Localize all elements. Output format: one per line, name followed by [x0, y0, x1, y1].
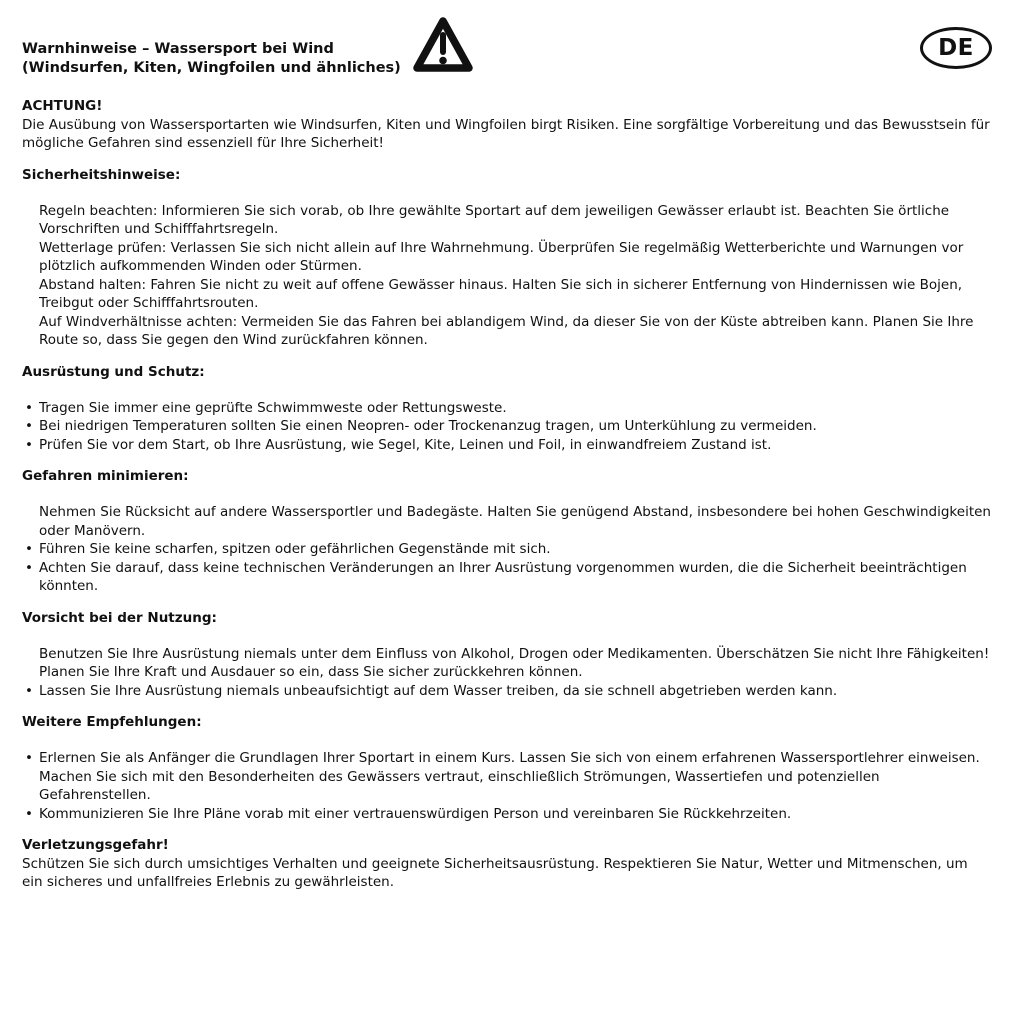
vorsicht-list: [22, 645, 992, 701]
section-sicherheitshinweise: [22, 166, 992, 350]
section-weitere-empfehlungen: [22, 713, 992, 823]
list-item: • Bei niedrigen Temperaturen sollten Sie einen Neopren- oder Trockenanzug tragen, um Unterkühlung zu vermeiden.: [22, 417, 992, 436]
section-heading-vorsicht: Vorsicht bei der Nutzung:: [22, 609, 217, 626]
title-line-1: Warnhinweise – Wassersport bei Wind: [22, 41, 334, 57]
list-item: • Prüfen Sie vor dem Start, ob Ihre Ausrüstung, wie Segel, Kite, Leinen und Foil, in einwandfreiem Zustand ist.: [22, 436, 992, 455]
list-item: Abstand halten: Fahren Sie nicht zu weit auf offene Gewässer hinaus. Halten Sie sich in sicherer Entfernung von Hindernissen wie Bojen, Treibgut oder Schifffahrtsrouten.: [39, 276, 963, 311]
section-vorsicht: [22, 609, 992, 701]
language-badge-label: DE: [938, 34, 974, 61]
title-line-2: (Windsurfen, Kiten, Wingfoilen und ähnliches): [22, 60, 401, 76]
section-gefahren: [22, 467, 992, 596]
list-item: • Kommunizieren Sie Ihre Pläne vorab mit einer vertrauenswürdigen Person und vereinbaren Sie Rückkehrzeiten.: [22, 805, 992, 824]
section-heading-ausruestung: Ausrüstung und Schutz:: [22, 363, 205, 380]
section-achtung: [22, 97, 992, 153]
section-heading-gefahren: Gefahren minimieren:: [22, 468, 189, 484]
section-heading-verletzungsgefahr: Verletzungsgefahr!: [22, 837, 169, 853]
list-item: Benutzen Sie Ihre Ausrüstung niemals unter dem Einfluss von Alkohol, Drogen oder Medikamenten. Überschätzen Sie nicht Ihre Fähigkeiten! Planen Sie Ihre Kraft und Ausdauer so ein, dass Sie sicher zurückkehren können.: [39, 645, 990, 680]
list-item: Auf Windverhältnisse achten: Vermeiden Sie das Fahren bei ablandigem Wind, da dieser Sie von der Küste abtreiben kann. Planen Sie Ihre Route so, dass Sie gegen den Wind zurückfahren können.: [39, 313, 974, 348]
section-heading-achtung: ACHTUNG!: [22, 98, 103, 114]
list-item: • Führen Sie keine scharfen, spitzen oder gefährlichen Gegenstände mit sich.: [22, 540, 992, 559]
section-heading-sicherheitshinweise: Sicherheitshinweise:: [22, 166, 181, 183]
document-header: [22, 12, 992, 78]
page-title: [22, 40, 401, 78]
language-badge: [920, 27, 992, 69]
section-body-achtung: Die Ausübung von Wassersportarten wie Windsurfen, Kiten und Wingfoilen birgt Risiken. Eine sorgfältige Vorbereitung und das Bewusstsein für mögliche Gefahren sind essenziell für Ihre Sicherheit!: [22, 116, 990, 151]
list-item: • Erlernen Sie als Anfänger die Grundlagen Ihrer Sportart in einem Kurs. Lassen Sie sich von einem erfahrenen Wassersportlehrer einweisen.: [22, 749, 992, 768]
gefahren-list: [22, 503, 992, 596]
list-item: • Lassen Sie Ihre Ausrüstung niemals unbeaufsichtigt auf dem Wasser treiben, da sie schnell abgetrieben werden kann.: [22, 682, 992, 701]
section-heading-weitere-empfehlungen: Weitere Empfehlungen:: [22, 714, 202, 730]
list-item: Nehmen Sie Rücksicht auf andere Wassersportler und Badegäste. Halten Sie genügend Abstand, insbesondere bei hohen Geschwindigkeiten oder Manövern.: [39, 504, 991, 539]
section-ausruestung: [22, 363, 992, 455]
list-item: Wetterlage prüfen: Verlassen Sie sich nicht allein auf Ihre Wahrnehmung. Überprüfen Sie regelmäßig Wetterberichte und Warnungen vor plötzlich aufkommenden Winden oder Stürmen.: [39, 239, 964, 274]
list-item: Regeln beachten: Informieren Sie sich vorab, ob Ihre gewählte Sportart auf dem jeweiligen Gewässer erlaubt ist. Beachten Sie örtliche Vorschriften und Schifffahrtsregeln.: [39, 202, 950, 237]
list-item: • Tragen Sie immer eine geprüfte Schwimmweste oder Rettungsweste.: [22, 399, 992, 418]
list-item: Machen Sie sich mit den Besonderheiten des Gewässers vertraut, einschließlich Strömungen, Wassertiefen und potenziellen Gefahrenstellen.: [39, 768, 880, 803]
ausruestung-list: [22, 399, 992, 455]
section-body-verletzungsgefahr: Schützen Sie sich durch umsichtiges Verhalten und geeignete Sicherheitsausrüstung. Respektieren Sie Natur, Wetter und Mitmenschen, um ein sicheres und unfallfreies Erlebnis zu gewährleisten.: [22, 855, 968, 890]
warning-triangle-icon: [411, 12, 475, 78]
sicherheitshinweise-list: [22, 202, 992, 350]
weitere-empfehlungen-list: [22, 749, 992, 823]
list-item: • Achten Sie darauf, dass keine technischen Veränderungen an Ihrer Ausrüstung vorgenommen wurden, die die Sicherheit beeinträchtigen könnten.: [22, 559, 992, 596]
section-verletzungsgefahr: [22, 836, 992, 892]
